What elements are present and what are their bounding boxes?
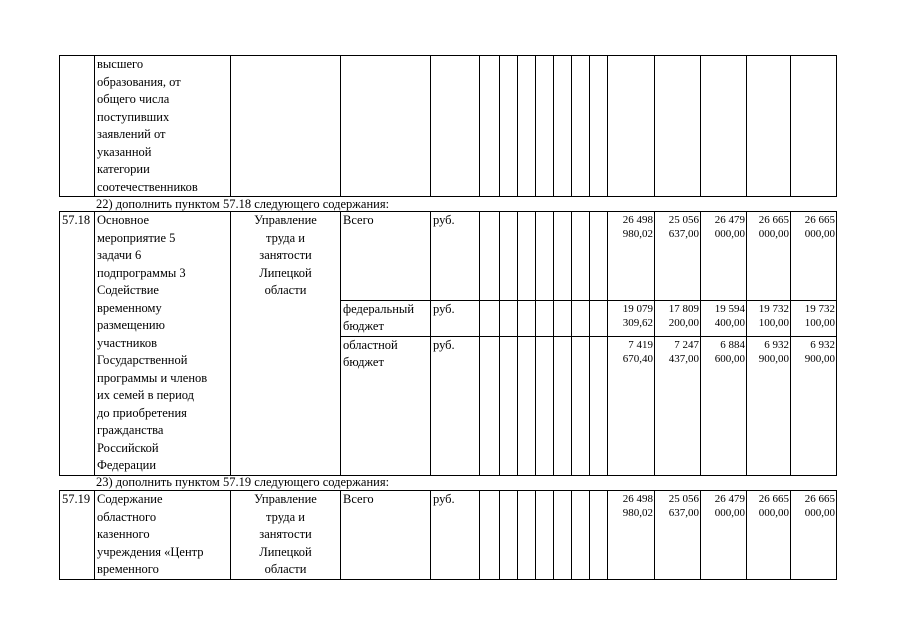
cell-unit: руб. [431,300,480,336]
table-continuation [59,55,837,197]
table-row [60,212,837,301]
table-row [60,56,837,197]
cell-executor: Управление труда и занятости Липецкой области [231,491,341,580]
note-23: 23) дополнить пунктом 57.19 следующего содержания: [96,475,390,489]
cell-value-3: 26 479 000,00 [701,491,747,580]
cell-number: 57.19 [60,491,95,580]
cell-value-1: 26 498 980,02 [608,491,655,580]
cell-value-5: 19 732 100,00 [791,300,837,336]
cell-source: федеральный бюджет [341,300,431,336]
cell-source: Всего [341,491,431,580]
cell-value-5: 26 665 000,00 [791,212,837,301]
table-57-19 [59,490,837,580]
cell-number: 57.18 [60,212,95,476]
cell-description: Основное мероприятие 5 задачи 6 подпрограммы 3 Содействие временному размещению участников Государственной программы и членов их семей в период до приобретения гражданства Российской Федерации [95,212,231,476]
cell-value-3: 19 594 400,00 [701,300,747,336]
cell-value-3: 6 884 600,00 [701,336,747,475]
table-row [60,491,837,580]
cell-value-5: 6 932 900,00 [791,336,837,475]
cell-value-4: 6 932 900,00 [747,336,791,475]
cell-value-4: 19 732 100,00 [747,300,791,336]
cell-source: Всего [341,212,431,301]
cell-value-4: 26 665 000,00 [747,491,791,580]
cell-unit: руб. [431,491,480,580]
cell-source: областной бюджет [341,336,431,475]
cell-executor: Управление труда и занятости Липецкой области [231,212,341,476]
cell-value-3: 26 479 000,00 [701,212,747,301]
cell-value-2: 17 809 200,00 [655,300,701,336]
cell-number [60,56,95,197]
cell-value-4: 26 665 000,00 [747,212,791,301]
cell-description: Содержание областного казенного учреждения «Центр временного [95,491,231,580]
cell-unit: руб. [431,336,480,475]
table-57-18 [59,211,837,476]
cell-description: высшего образования, от общего числа поступивших заявлений от указанной категории соотечественников [95,56,231,197]
cell-value-1: 26 498 980,02 [608,212,655,301]
note-22: 22) дополнить пунктом 57.18 следующего содержания: [96,197,390,211]
cell-value-2: 7 247 437,00 [655,336,701,475]
cell-unit: руб. [431,212,480,301]
cell-value-5: 26 665 000,00 [791,491,837,580]
cell-value-1: 7 419 670,40 [608,336,655,475]
cell-value-2: 25 056 637,00 [655,491,701,580]
cell-value-1: 19 079 309,62 [608,300,655,336]
cell-value-2: 25 056 637,00 [655,212,701,301]
